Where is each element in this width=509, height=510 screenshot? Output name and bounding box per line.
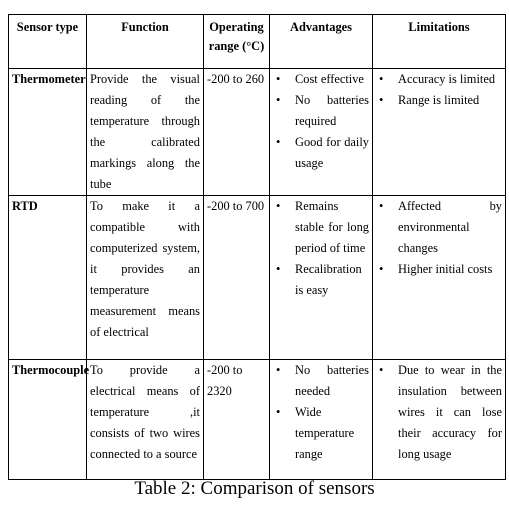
table-header-row: [9, 15, 506, 69]
table-row-rtd: [9, 196, 506, 360]
advantages-cell: [270, 69, 373, 196]
limitations-list: [376, 196, 502, 280]
range-cell: -200 to 260: [204, 69, 270, 196]
function-cell: To make it a compatible with computerized system, it provides an temperature measurement means of electrical: [87, 196, 204, 360]
list-item: • Affected by environmental changes: [376, 196, 502, 259]
list-item: • Wide temperature range: [273, 402, 369, 465]
list-item: • Accuracy is limited: [376, 69, 502, 90]
sensor-type-cell: Thermocouple: [9, 360, 87, 480]
advantages-list: [273, 360, 369, 465]
advantages-cell: [270, 196, 373, 360]
function-cell: Provide the visual reading of the temperature through the calibrated markings along the tube: [87, 69, 204, 196]
sensor-type-cell: Thermometer: [9, 69, 87, 196]
table-row-thermocouple: [9, 360, 506, 480]
limitations-list: [376, 69, 502, 111]
table-row-thermometer: [9, 69, 506, 196]
limitations-cell: [373, 196, 506, 360]
limitations-list: [376, 360, 502, 465]
sensor-comparison-table: [8, 14, 506, 480]
advantages-list: [273, 196, 369, 301]
list-item: • Range is limited: [376, 90, 502, 111]
header-advantages: Advantages: [270, 15, 373, 69]
header-sensor-type: Sensor type: [9, 15, 87, 69]
sensor-type-cell: RTD: [9, 196, 87, 360]
range-cell: -200 to 2320: [204, 360, 270, 480]
header-function: Function: [87, 15, 204, 69]
list-item: • Cost effective: [273, 69, 369, 90]
list-item: • Good for daily usage: [273, 132, 369, 174]
table-caption: Table 2: Comparison of sensors: [134, 478, 375, 499]
list-item: • Higher initial costs: [376, 259, 502, 280]
list-item: • No batteries needed: [273, 360, 369, 402]
list-item: • Due to wear in the insulation between wires it can lose their accuracy for long usage: [376, 360, 502, 465]
function-cell: To provide a electrical means of temperature ,it consists of two wires connected to a source: [87, 360, 204, 480]
limitations-cell: [373, 69, 506, 196]
advantages-list: [273, 69, 369, 174]
list-item: • No batteries required: [273, 90, 369, 132]
range-cell: -200 to 700: [204, 196, 270, 360]
limitations-cell: [373, 360, 506, 480]
advantages-cell: [270, 360, 373, 480]
header-operating-range: Operating range (°C): [204, 15, 270, 69]
list-item: • Recalibration is easy: [273, 259, 369, 301]
list-item: • Remains stable for long period of time: [273, 196, 369, 259]
header-limitations: Limitations: [373, 15, 506, 69]
